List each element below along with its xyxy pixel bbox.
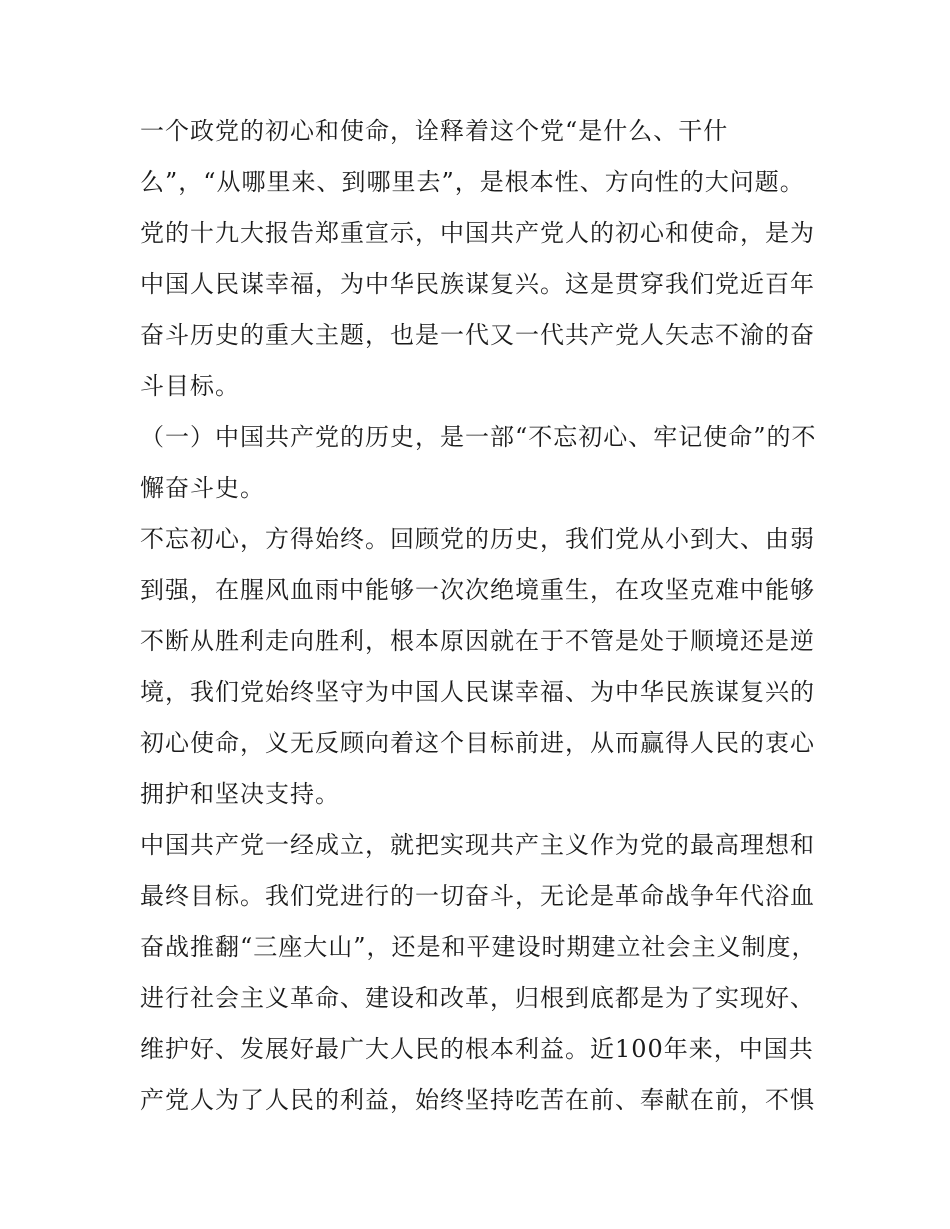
section-heading-line-1: （一）中国共产党的历史，是一部“不忘初心、牢记使命”的不 [140, 423, 817, 451]
text-line-14: 拥护和坚决支持。 [140, 780, 340, 808]
text-line-15: 中国共产党一经成立，就把实现共产主义作为党的最高理想和 [140, 831, 815, 859]
text-line-3: 党的十九大报告郑重宣示，中国共产党人的初心和使命，是为 [140, 219, 815, 247]
text-line-1: 一个政党的初心和使命，诠释着这个党“是什么、干什 [140, 117, 729, 145]
text-line-12: 境，我们党始终坚守为中国人民谋幸福、为中华民族谋复兴的 [140, 678, 815, 706]
text-line-18: 进行社会主义革命、建设和改革，归根到底都是为了实现好、 [140, 984, 815, 1012]
text-line-17: 奋战推翻“三座大山”，还是和平建设时期建立社会主义制度， [140, 933, 817, 961]
document-body [140, 106, 820, 1126]
text-line-5: 奋斗历史的重大主题，也是一代又一代共产党人矢志不渝的奋 [140, 321, 815, 349]
text-line-9: 不忘初心，方得始终。回顾党的历史，我们党从小到大、由弱 [140, 525, 815, 553]
text-line-16: 最终目标。我们党进行的一切奋斗，无论是革命战争年代浴血 [140, 882, 815, 910]
text-line-6: 斗目标。 [140, 372, 240, 400]
text-line-2: 么”，“从哪里来、到哪里去”，是根本性、方向性的大问题。 [140, 168, 805, 196]
text-line-11: 不断从胜利走向胜利，根本原因就在于不管是处于顺境还是逆 [140, 627, 815, 655]
text-line-10: 到强，在腥风血雨中能够一次次绝境重生，在攻坚克难中能够 [140, 576, 815, 604]
text-line-19: 维护好、发展好最广大人民的根本利益。近100年来，中国共 [140, 1035, 814, 1063]
text-line-20: 产党人为了人民的利益，始终坚持吃苦在前、奉献在前，不惧 [140, 1086, 815, 1114]
section-heading-line-2: 懈奋斗史。 [140, 474, 265, 502]
text-line-4: 中国人民谋幸福，为中华民族谋复兴。这是贯穿我们党近百年 [140, 270, 815, 298]
text-line-13: 初心使命，义无反顾向着这个目标前进，从而赢得人民的衷心 [140, 729, 815, 757]
